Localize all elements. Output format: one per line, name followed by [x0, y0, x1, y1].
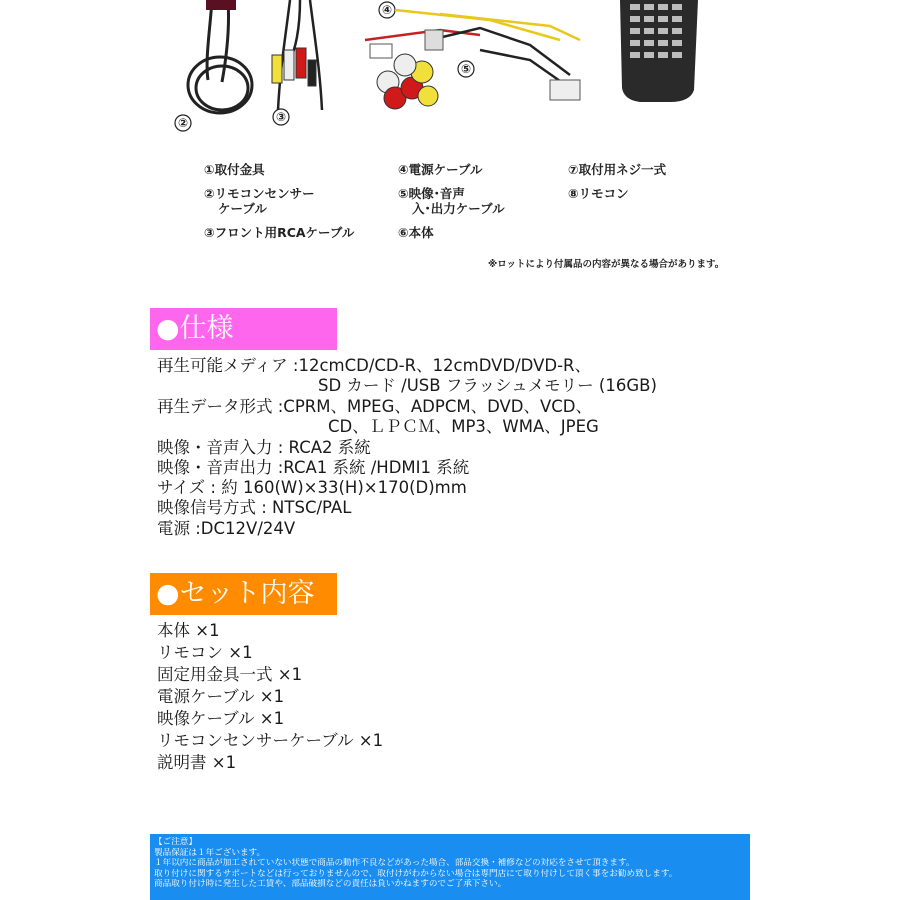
product-photo — [150, 0, 750, 290]
set-contents-header: ●セット内容 — [150, 573, 337, 615]
set-item: 固定用金具一式 ×1 — [157, 665, 303, 684]
label-number-4: ④ — [382, 3, 393, 17]
spec-line: 映像・音声出力 :RCA1 系統 /HDMI1 系統 — [157, 458, 470, 477]
parts-list-col1 — [204, 162, 354, 240]
label-number-3: ③ — [276, 110, 287, 124]
part-item: ⑤映像･音声 — [398, 186, 465, 201]
part-item: ①取付金具 — [204, 162, 265, 177]
accessories-illustration — [150, 0, 750, 290]
notice-line: １年以内に商品が加工されていない状態で商品の動作不良などがあった場合、部品交換・補修などの対応をさせて頂きます。 — [154, 858, 635, 868]
parts-list-col3 — [568, 162, 666, 201]
spec-line: SD カード /USB フラッシュメモリー (16GB) — [318, 376, 657, 395]
part-item: ⑥本体 — [398, 225, 434, 240]
parts-list-col2 — [398, 162, 505, 240]
part-item-cont: ケーブル — [218, 201, 267, 216]
notice-line: 取り付けに関するサポートなどは行っておりませんので、取付けがわからない場合は専門店にて取り付けして頂く事をお勧め致します。 — [154, 868, 678, 879]
remote-control-image — [620, 0, 698, 102]
set-item: 本体 ×1 — [157, 621, 220, 640]
av-io-cable-image — [365, 10, 580, 109]
spec-line: 再生データ形式 :CPRM、MPEG、ADPCM、DVD、VCD、 — [157, 397, 592, 416]
spec-line: サイズ : 約 160(W)×33(H)×170(D)mm — [157, 478, 467, 497]
spec-line: 再生可能メディア :12cmCD/CD-R、12cmDVD/DVD-R、 — [157, 356, 591, 375]
notice-banner — [150, 834, 750, 900]
notice-line: 製品保証は１年ございます。 — [154, 847, 266, 858]
set-item: 電源ケーブル ×1 — [157, 687, 285, 706]
label-number-5: ⑤ — [461, 62, 472, 76]
spec-line: CD、ＬＰＣＭ、MP3、WMA、JPEG — [328, 417, 599, 436]
part-item: ②リモコンセンサー — [204, 186, 315, 201]
front-rca-cable-image — [272, 0, 322, 110]
part-item: ③フロント用RCAケーブル — [204, 225, 355, 240]
spec-line: 映像・音声入力 : RCA2 系統 — [157, 438, 371, 457]
part-item: ⑦取付用ネジ一式 — [568, 162, 667, 177]
spec-line: 映像信号方式 : NTSC/PAL — [157, 498, 352, 517]
part-item: ④電源ケーブル — [398, 162, 483, 177]
label-number-2: ② — [178, 116, 189, 130]
spec-line: 電源 :DC12V/24V — [157, 519, 296, 538]
notice-title: 【ご注意】 — [154, 837, 197, 847]
set-item: リモコンセンサーケーブル ×1 — [157, 731, 384, 750]
spec-header: ●仕様 — [150, 308, 337, 350]
part-item-cont: 入･出力ケーブル — [412, 201, 505, 216]
notice-line: 商品取り付け時に発生した工賃や、部品破損などの責任は負いかねますのでご了承下さい。 — [154, 879, 507, 889]
set-item: 映像ケーブル ×1 — [157, 709, 285, 728]
part-item: ⑧リモコン — [568, 186, 629, 201]
remote-sensor-cable-image — [188, 0, 252, 113]
set-item: 説明書 ×1 — [157, 753, 237, 772]
lot-note: ※ロットにより付属品の内容が異なる場合があります。 — [488, 259, 725, 270]
set-item: リモコン ×1 — [157, 643, 253, 662]
